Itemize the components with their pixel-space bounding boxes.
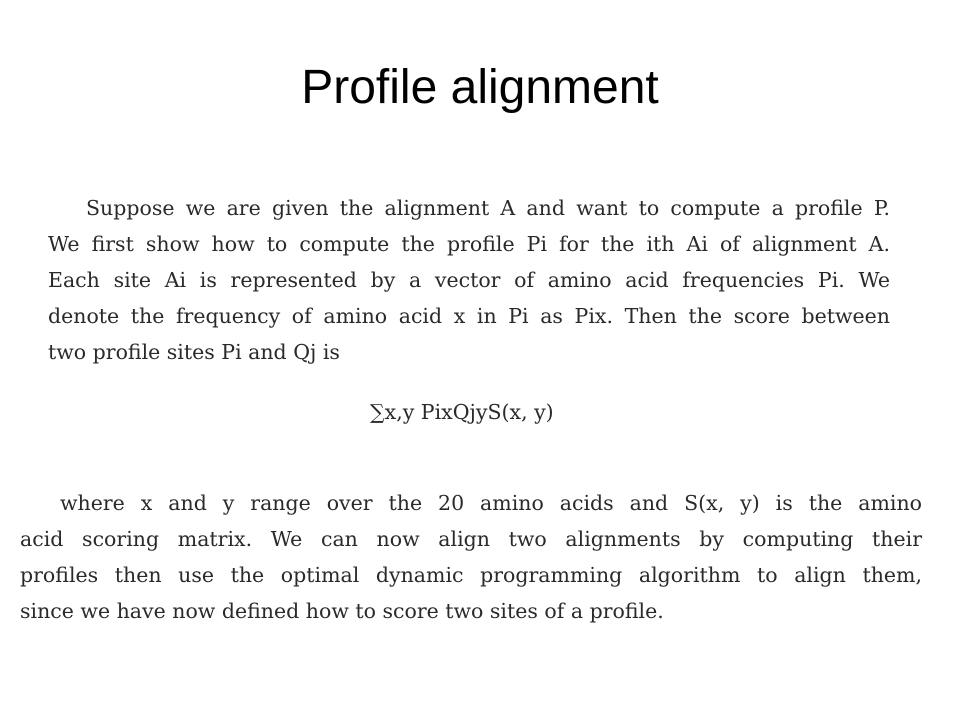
paragraph-profile-definition [48,190,890,370]
score-equation: ∑x,y PixQjyS(x, y) [370,400,554,424]
paragraph-scoring-explanation [20,485,922,629]
text-line: profiles then use the optimal dynamic programming algorithm to align them, [20,563,922,587]
text-line: two profile sites Pi and Qj is [48,340,340,364]
text-line: Suppose we are given the alignment A and want to compute a profile P. [86,196,890,220]
text-line: We first show how to compute the profile Pi for the ith Ai of alignment A. [48,232,890,256]
text-line: where x and y range over the 20 amino acids and S(x, y) is the amino [60,491,922,515]
text-line: Each site Ai is represented by a vector of amino acid frequencies Pi. We [48,268,890,292]
text-line: denote the frequency of amino acid x in Pi as Pix. Then the score between [48,304,890,328]
text-line: since we have now defined how to score two sites of a profile. [20,599,664,623]
text-line: acid scoring matrix. We can now align two alignments by computing their [20,527,922,551]
slide-title: Profile alignment [301,61,659,114]
